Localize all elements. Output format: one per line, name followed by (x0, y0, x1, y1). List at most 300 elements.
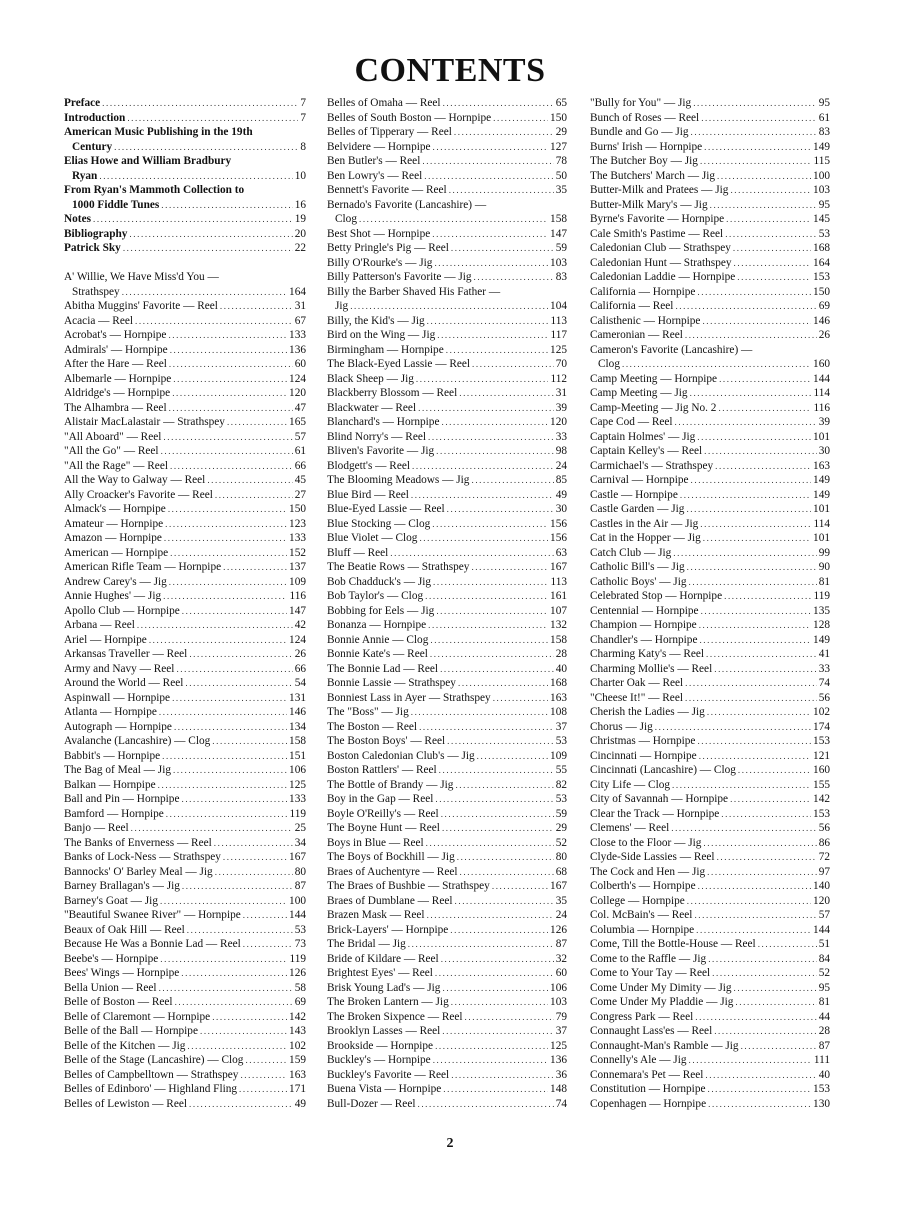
entry-page-number: 111 (813, 1054, 830, 1066)
entry-title: "Cheese It!" — Reel (590, 691, 683, 704)
entry-page-number: 7 (300, 97, 306, 109)
entry-page-number: 116 (813, 401, 830, 414)
entry-page-number: 120 (289, 387, 306, 399)
entry-page-number: 165 (289, 416, 306, 428)
dot-leader (215, 488, 293, 503)
contents-entry (64, 154, 306, 183)
entry-title: Because He Was a Bonnie Lad — Reel (64, 938, 241, 950)
entry-page-number: 79 (555, 1010, 567, 1023)
section-gap (64, 256, 306, 271)
entry-title: Black Sheep — Jig (327, 372, 414, 385)
entry-page-number: 143 (289, 1025, 306, 1037)
entry-page-number: 29 (555, 822, 567, 834)
entry-title: Charming Mollie's — Reel (590, 662, 713, 675)
dot-leader (687, 894, 811, 909)
entry-page-number: 56 (818, 822, 830, 834)
entry-title: Avalanche (Lancashire) — Clog (64, 735, 211, 747)
entry-page-number: 72 (818, 851, 830, 863)
contents-entry (64, 96, 306, 111)
dot-leader (240, 1068, 287, 1083)
entry-title: A' Willie, We Have Miss'd You — (64, 271, 219, 283)
entry-page-number: 95 (818, 97, 830, 109)
dot-leader (173, 372, 287, 387)
entry-page-number: 167 (289, 851, 306, 863)
contents-entry (590, 169, 830, 184)
contents-entry (327, 618, 567, 633)
entry-page-number: 54 (294, 677, 306, 689)
contents-entry (327, 1053, 567, 1068)
contents-entry (327, 531, 567, 546)
entry-page-number: 114 (813, 517, 830, 530)
contents-entry (327, 1039, 567, 1054)
entry-page-number: 10 (294, 169, 306, 182)
dot-leader (227, 415, 287, 430)
contents-entry (327, 459, 567, 474)
contents-entry (64, 850, 306, 865)
dot-leader (477, 749, 548, 764)
entry-title: Arkansas Traveller — Reel (64, 648, 188, 660)
entry-title: Brick-Layers' — Hornpipe (327, 923, 449, 936)
contents-entry (590, 343, 830, 372)
entry-title: Boston Caledonian Club's — Jig (327, 749, 475, 762)
entry-page-number: 61 (818, 111, 830, 124)
entry-page-number: 158 (289, 735, 306, 747)
entry-page-number: 58 (294, 981, 306, 994)
entry-page-number: 140 (813, 880, 830, 892)
dot-leader (741, 1039, 817, 1054)
entry-title: California — Reel (590, 300, 674, 312)
entry-page-number: 148 (550, 1083, 567, 1095)
entry-title: California — Hornpipe (590, 285, 696, 298)
entry-page-number: 116 (289, 590, 306, 602)
entry-page-number: 37 (555, 720, 567, 733)
entry-page-number: 90 (818, 561, 830, 573)
dot-leader (433, 140, 549, 155)
contents-entry (590, 1053, 830, 1068)
entry-title: Bluff — Reel (327, 546, 389, 559)
dot-leader (675, 299, 816, 314)
dot-leader (390, 546, 553, 561)
entry-page-number: 126 (289, 967, 306, 979)
entry-page-number: 59 (555, 807, 567, 820)
entry-page-number: 27 (294, 488, 306, 501)
contents-entry (327, 1024, 567, 1039)
dot-leader (424, 169, 553, 184)
dot-leader (160, 952, 287, 967)
entry-page-number: 31 (294, 300, 306, 312)
entry-page-number: 131 (289, 691, 306, 704)
entry-title: College — Hornpipe (590, 894, 685, 907)
page-title: CONTENTS (354, 52, 546, 89)
contents-entry (64, 459, 306, 474)
contents-entry (590, 865, 830, 880)
contents-entry (64, 1082, 306, 1097)
entry-title: American Rifle Team — Hornpipe (64, 561, 222, 573)
dot-leader (93, 212, 293, 227)
contents-entry (327, 372, 567, 387)
dot-leader (447, 502, 554, 517)
dot-leader (672, 778, 811, 793)
entry-page-number: 149 (813, 474, 830, 486)
entry-page-number: 42 (294, 619, 306, 631)
entry-title: Ben Lowry's — Reel (327, 169, 423, 182)
entry-page-number: 135 (813, 604, 830, 617)
entry-title: Bird on the Wing — Jig (327, 329, 436, 341)
dot-leader (449, 183, 554, 198)
entry-title: Bernado's Favorite (Lancashire) — (327, 198, 487, 211)
entry-page-number: 155 (813, 778, 830, 791)
entry-page-number: 44 (818, 1010, 830, 1023)
dot-leader (492, 879, 548, 894)
entry-title: Castle — Hornpipe (590, 488, 678, 501)
entry-page-number: 119 (289, 807, 306, 820)
dot-leader (715, 459, 811, 474)
dot-leader (161, 444, 293, 459)
contents-entry (64, 415, 306, 430)
entry-title: Billy, the Kid's — Jig (327, 314, 425, 327)
entry-title: Catholic Bill's — Jig (590, 561, 685, 573)
contents-entry (327, 546, 567, 561)
contents-entry (64, 676, 306, 691)
contents-entry (64, 720, 306, 735)
contents-entry (327, 807, 567, 822)
entry-title: Abitha Muggins' Favorite — Reel (64, 300, 218, 312)
dot-leader (99, 169, 292, 184)
dot-leader (455, 894, 554, 909)
contents-entry (64, 299, 306, 314)
entry-title: Catholic Boys' — Jig (590, 575, 687, 588)
entry-title: Blind Norry's — Reel (327, 430, 426, 443)
entry-title: Almack's — Hornpipe (64, 503, 166, 515)
entry-page-number: 149 (813, 488, 830, 501)
dot-leader (165, 517, 287, 532)
contents-entry (64, 879, 306, 894)
entry-page-number: 81 (818, 575, 830, 588)
dot-leader (707, 705, 811, 720)
entry-page-number: 74 (818, 677, 830, 689)
entry-title: Bull-Dozer — Reel (327, 1097, 416, 1110)
entry-page-number: 144 (813, 923, 830, 936)
contents-entry (64, 1024, 306, 1039)
dot-leader (735, 995, 816, 1010)
entry-page-number: 133 (289, 329, 306, 341)
entry-title: Centennial — Hornpipe (590, 604, 699, 617)
contents-column-2 (327, 96, 567, 1111)
entry-page-number: 28 (555, 648, 567, 660)
contents-entry (327, 314, 567, 329)
contents-entry (590, 662, 830, 677)
contents-entry (590, 618, 830, 633)
dot-leader (707, 865, 817, 880)
dot-leader (239, 1082, 287, 1097)
contents-entry (327, 401, 567, 416)
contents-entry (327, 720, 567, 735)
entry-title: The Broken Lantern — Jig (327, 996, 449, 1008)
dot-leader (703, 836, 816, 851)
contents-entry (64, 763, 306, 778)
dot-leader (710, 198, 817, 213)
entry-title: Clear the Track — Hornpipe (590, 807, 720, 820)
dot-leader (717, 169, 811, 184)
contents-entry (64, 357, 306, 372)
entry-page-number: 101 (813, 430, 830, 443)
contents-entry (327, 850, 567, 865)
entry-title: Castle Garden — Jig (590, 503, 685, 515)
entry-page-number: 109 (550, 749, 567, 762)
entry-title: Blue Stocking — Clog (327, 517, 431, 530)
dot-leader (622, 357, 811, 372)
dot-leader (471, 560, 548, 575)
entry-title: Elias Howe and William Bradbury (64, 155, 232, 167)
contents-entry (590, 183, 830, 198)
dot-leader (212, 1010, 287, 1025)
entry-page-number: 160 (813, 764, 830, 776)
entry-title: Blue Bird — Reel (327, 488, 409, 501)
dot-leader (734, 256, 812, 271)
dot-leader (691, 473, 812, 488)
entry-page-number: 66 (294, 662, 306, 675)
contents-entry (590, 198, 830, 213)
entry-title: Castles in the Air — Jig (590, 517, 699, 530)
contents-entry (327, 241, 567, 256)
entry-title: The Braes of Bushbie — Strathspey (327, 880, 490, 892)
entry-page-number: 168 (813, 242, 830, 254)
entry-title: The Bag of Meal — Jig (64, 764, 171, 776)
contents-entry (64, 546, 306, 561)
entry-title: The Boys of Bockhill — Jig (327, 851, 455, 863)
entry-title: Barney Brallagan's — Jig (64, 880, 180, 892)
contents-entry (327, 256, 567, 271)
entry-page-number: 164 (813, 256, 830, 269)
entry-title: Cat in the Hopper — Jig (590, 532, 701, 544)
entry-page-number: 132 (550, 619, 567, 631)
entry-page-number: 33 (818, 662, 830, 675)
entry-page-number: 39 (818, 416, 830, 428)
entry-page-number: 30 (555, 503, 567, 515)
dot-leader (433, 1053, 548, 1068)
contents-entry (327, 836, 567, 851)
dot-leader (408, 937, 554, 952)
entry-title: Autograph — Hornpipe (64, 720, 172, 733)
dot-leader (457, 850, 554, 865)
entry-title: Ariel — Hornpipe (64, 633, 147, 646)
entry-page-number: 108 (550, 706, 567, 718)
dot-leader (493, 111, 548, 126)
contents-entry (590, 531, 830, 546)
entry-page-number: 60 (555, 967, 567, 979)
entry-page-number: 113 (550, 575, 567, 588)
entry-page-number: 83 (818, 126, 830, 138)
entry-title: Camp Meeting — Jig (590, 387, 688, 399)
entry-title: Caledonian Club — Strathspey (590, 242, 731, 254)
entry-page-number: 130 (813, 1097, 830, 1110)
entry-title: Admirals' — Hornpipe (64, 343, 168, 356)
dot-leader (223, 850, 287, 865)
entry-page-number: 73 (294, 938, 306, 950)
entry-page-number: 120 (813, 894, 830, 907)
entry-page-number: 125 (289, 778, 306, 791)
dot-leader (426, 836, 554, 851)
contents-entry (590, 705, 830, 720)
entry-title: Chandler's — Hornpipe (590, 633, 698, 646)
entry-title: Blue Violet — Clog (327, 532, 418, 544)
entry-page-number: 51 (818, 938, 830, 950)
entry-page-number: 126 (550, 923, 567, 936)
entry-title: The Cock and Hen — Jig (590, 865, 706, 878)
entry-page-number: 63 (555, 546, 567, 559)
contents-entry (590, 299, 830, 314)
entry-page-number: 101 (813, 532, 830, 544)
dot-leader (685, 691, 817, 706)
entry-page-number: 117 (550, 329, 567, 341)
entry-page-number: 31 (555, 387, 567, 399)
entry-title: Belle of the Stage (Lancashire) — Clog (64, 1054, 244, 1066)
dot-leader (170, 459, 293, 474)
contents-entry (590, 894, 830, 909)
contents-entry (64, 734, 306, 749)
dot-leader (685, 676, 817, 691)
entry-page-number: 16 (294, 198, 306, 211)
dot-leader (181, 792, 287, 807)
dot-leader (714, 1024, 817, 1039)
entry-title: Best Shot — Hornpipe (327, 227, 431, 240)
dot-leader (458, 676, 548, 691)
contents-entry (327, 198, 567, 227)
entry-page-number: 156 (550, 532, 567, 544)
dot-leader (434, 256, 548, 271)
entry-title: Bonnie Lassie — Strathspey (327, 677, 456, 689)
entry-page-number: 87 (555, 938, 567, 950)
dot-leader (220, 299, 293, 314)
dot-leader (689, 1053, 812, 1068)
contents-entry (590, 821, 830, 836)
entry-page-number: 25 (294, 822, 306, 834)
dot-leader (446, 343, 548, 358)
contents-entry (590, 560, 830, 575)
entry-page-number: 106 (550, 981, 567, 994)
entry-page-number: 84 (818, 952, 830, 965)
contents-entry (590, 1082, 830, 1097)
contents-entry (590, 749, 830, 764)
entry-title: Banjo — Reel (64, 822, 129, 834)
contents-entry (64, 488, 306, 503)
entry-title: Bob Taylor's — Clog (327, 590, 424, 602)
entry-title: Butter-Milk and Pratees — Jig (590, 184, 729, 196)
contents-entry (64, 517, 306, 532)
dot-leader (189, 647, 292, 662)
entry-page-number: 29 (555, 126, 567, 138)
contents-entry (327, 575, 567, 590)
entry-title: The Boyne Hunt — Reel (327, 822, 440, 834)
dot-leader (166, 807, 288, 822)
contents-entry (64, 575, 306, 590)
entry-page-number: 66 (294, 459, 306, 472)
entry-page-number: 39 (555, 401, 567, 414)
entry-title: Cherish the Ladies — Jig (590, 706, 705, 718)
entry-title: Clemens' — Reel (590, 822, 670, 834)
dot-leader (169, 401, 293, 416)
entry-page-number: 57 (294, 430, 306, 443)
contents-entry (64, 183, 306, 212)
entry-page-number: 40 (818, 1068, 830, 1081)
contents-entry (64, 647, 306, 662)
entry-title: Clyde-Side Lassies — Reel (590, 851, 715, 863)
entry-page-number: 24 (555, 459, 567, 472)
entry-page-number: 100 (813, 169, 830, 182)
entry-title: The Bonnie Lad — Reel (327, 662, 439, 675)
entry-page-number: 124 (289, 633, 306, 646)
entry-page-number: 52 (555, 836, 567, 849)
contents-entry (327, 633, 567, 648)
contents-entry (64, 792, 306, 807)
dot-leader (474, 270, 554, 285)
dot-leader (418, 401, 554, 416)
dot-leader (433, 575, 548, 590)
dot-leader (697, 430, 811, 445)
entry-page-number: 103 (550, 996, 567, 1008)
entry-page-number: 163 (813, 459, 830, 472)
dot-leader (162, 749, 287, 764)
entry-title: American — Hornpipe (64, 546, 169, 559)
entry-page-number: 81 (818, 996, 830, 1008)
dot-leader (694, 908, 816, 923)
dot-leader (493, 691, 548, 706)
entry-title: Army and Navy — Reel (64, 662, 175, 675)
dot-leader (443, 96, 554, 111)
entry-title: Around the World — Reel (64, 677, 184, 689)
entry-title: City Life — Clog (590, 778, 671, 791)
entry-title: Close to the Floor — Jig (590, 836, 702, 849)
entry-page-number: 119 (289, 952, 306, 965)
dot-leader (699, 749, 811, 764)
entry-title: Caledonian Laddie — Hornpipe (590, 271, 736, 283)
entry-title: The Bottle of Brandy — Jig (327, 778, 454, 791)
contents-entry (327, 227, 567, 242)
contents-entry (327, 169, 567, 184)
entry-title: The Beatie Rows — Strathspey (327, 561, 470, 573)
contents-entry (327, 560, 567, 575)
dot-leader (181, 966, 287, 981)
dot-leader (719, 372, 811, 387)
entry-title: Copenhagen — Hornpipe (590, 1097, 707, 1110)
entry-title: Brookside — Hornpipe (327, 1039, 434, 1052)
contents-entry (327, 995, 567, 1010)
dot-leader (417, 1097, 553, 1112)
entry-title: Belles of Campbelltown — Strathspey (64, 1068, 239, 1081)
entry-page-number: 115 (813, 155, 830, 167)
dot-leader (695, 1010, 816, 1025)
entry-page-number: 174 (813, 720, 830, 733)
entry-title: Barney's Goat — Jig (64, 894, 158, 907)
dot-leader (454, 125, 554, 140)
dot-leader (187, 1039, 287, 1054)
entry-page-number: 152 (289, 546, 306, 559)
entry-title: Bliven's Favorite — Jig (327, 445, 435, 457)
entry-page-number: 65 (555, 97, 567, 109)
entry-title: Amazon — Hornpipe (64, 532, 162, 544)
entry-title: Blodgett's — Reel (327, 459, 410, 472)
entry-title: The Boston Boys' — Reel (327, 735, 446, 747)
contents-entry (64, 937, 306, 952)
entry-page-number: 36 (555, 1068, 567, 1081)
entry-title: Andrew Carey's — Jig (64, 575, 167, 588)
entry-page-number: 160 (813, 358, 830, 370)
entry-title: Cincinnati (Lancashire) — Clog (590, 764, 736, 776)
entry-page-number: 109 (289, 575, 306, 588)
dot-leader (435, 792, 553, 807)
contents-entry (64, 1039, 306, 1054)
entry-title: Braes of Dumblane — Reel (327, 894, 453, 907)
